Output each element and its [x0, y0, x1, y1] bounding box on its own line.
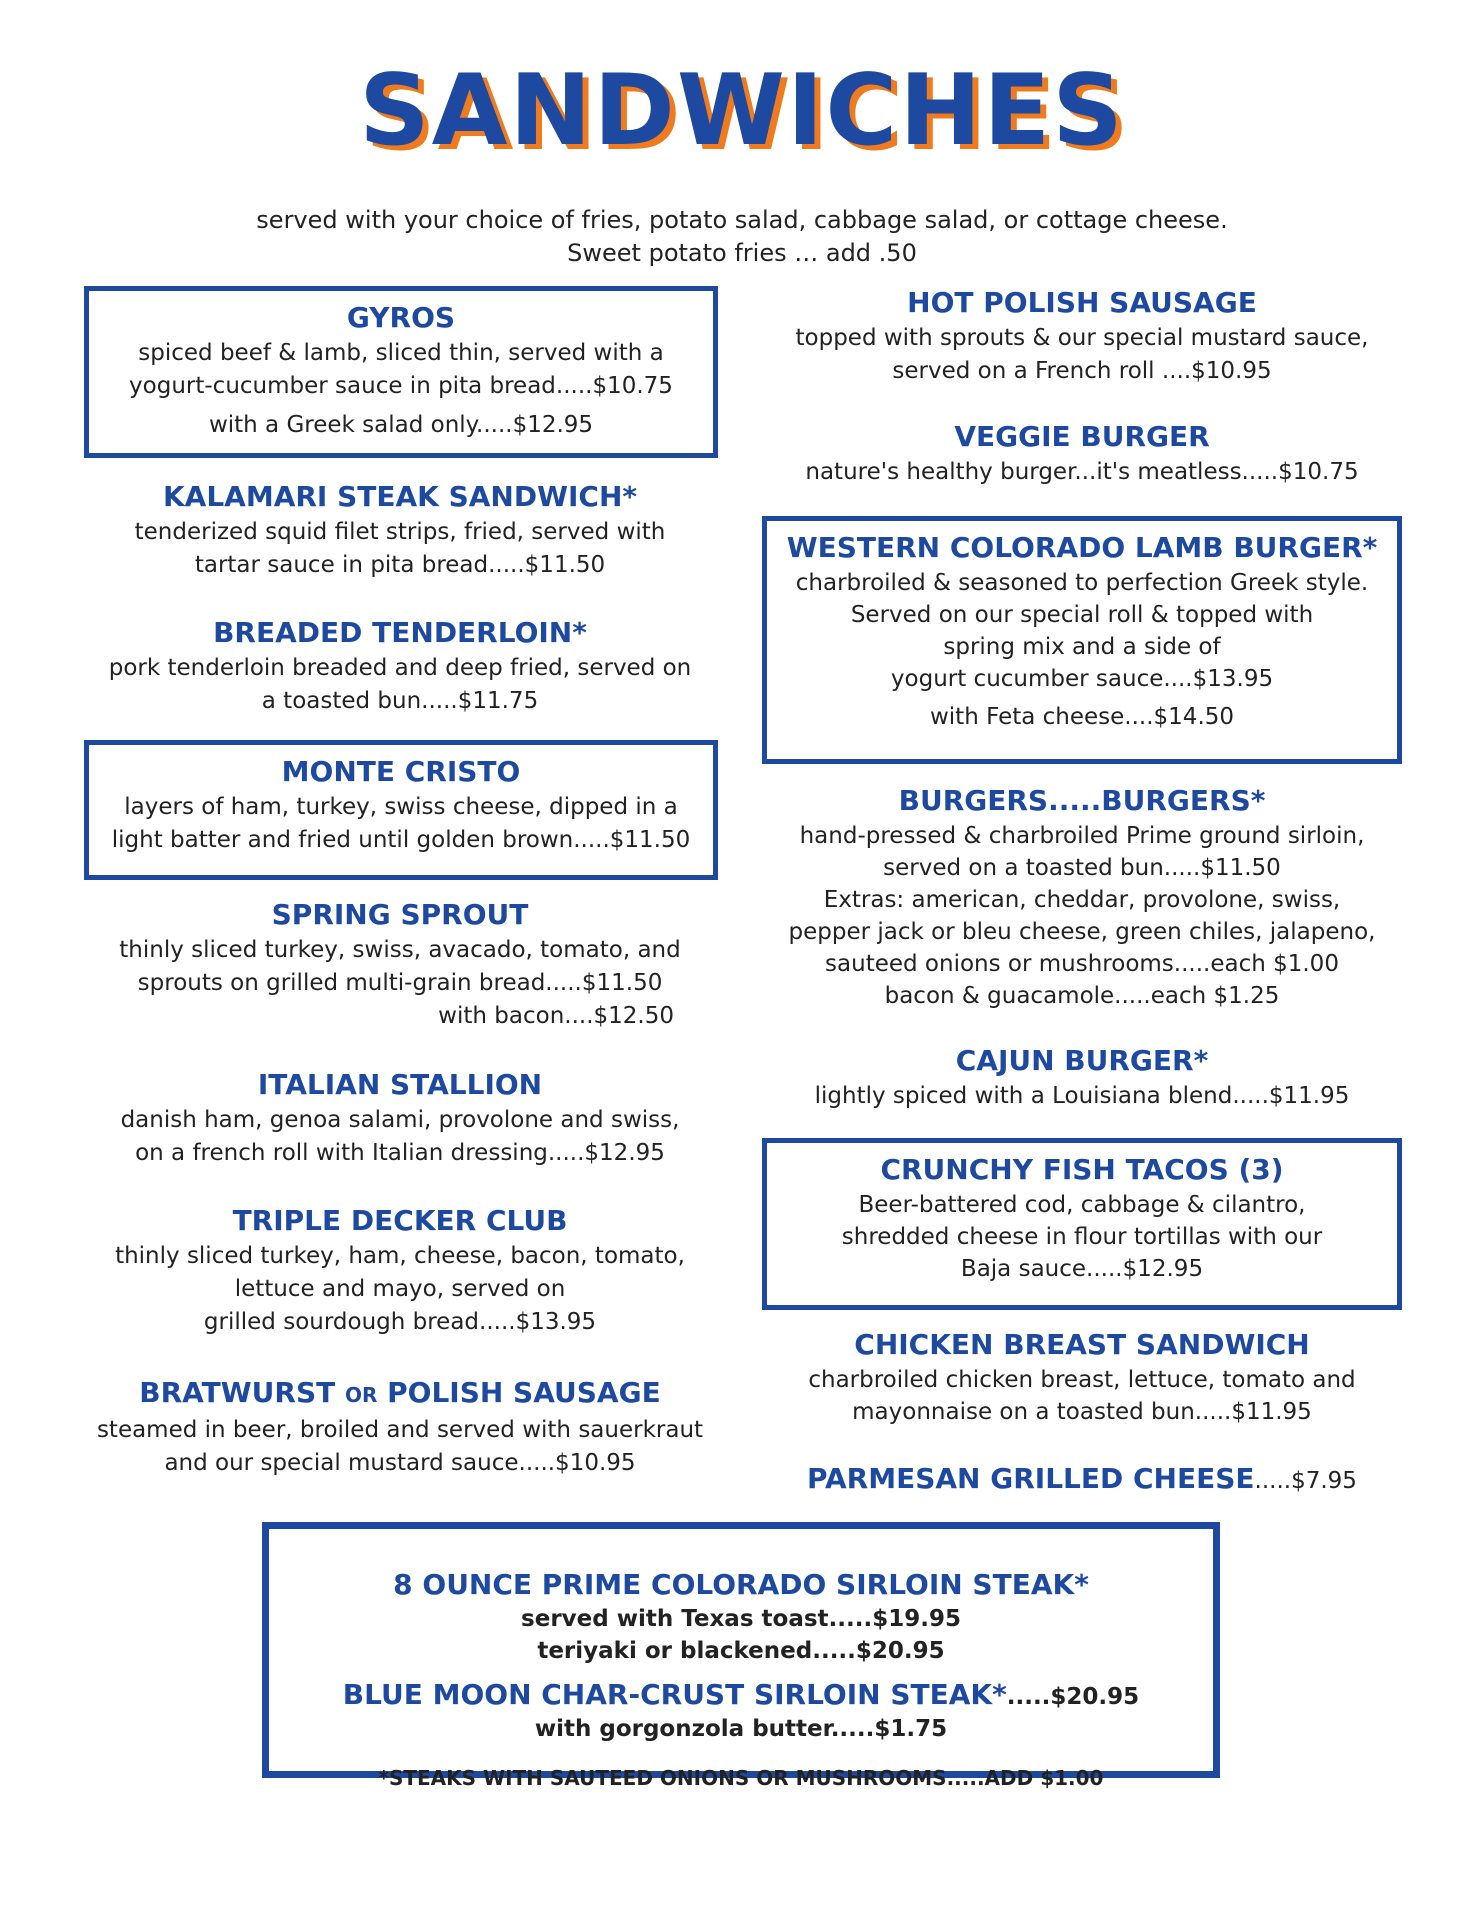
item-extra: with a Greek salad only.....$12.95 [208, 412, 594, 438]
item-name-part: POLISH SAUSAGE [377, 1376, 661, 1409]
item-name: CAJUN BURGER* [955, 1044, 1209, 1077]
item-desc: thinly sliced turkey, swiss, avacado, tomato, and sprouts on grilled multi-grain bread.....$11.50 [119, 937, 681, 996]
menu-item-burgers [762, 782, 1402, 1012]
item-desc: charbroiled & seasoned to perfection Greek style. Served on our special roll & topped with spring mix and a side of yogurt cucumber sauce....$13.95 [795, 570, 1369, 692]
item-name: PARMESAN GRILLED CHEESE [807, 1462, 1255, 1495]
item-name: HOT POLISH SAUSAGE [907, 286, 1257, 319]
item-name: WESTERN COLORADO LAMB BURGER* [786, 531, 1378, 564]
item-extra: with Feta cheese....$14.50 [929, 704, 1235, 730]
item-extra: with bacon....$12.50 [438, 1003, 674, 1029]
item-desc: charbroiled chicken breast, lettuce, tomato and mayonnaise on a toasted bun.....$11.95 [808, 1367, 1356, 1425]
item-name: KALAMARI STEAK SANDWICH* [162, 480, 638, 513]
menu-item-gyros [84, 286, 718, 458]
item-desc: danish ham, genoa salami, provolone and swiss, on a french roll with Italian dressing.....$12.95 [120, 1107, 680, 1166]
menu-item-fish-tacos [762, 1138, 1402, 1310]
steak-sirloin-line2: teriyaki or blackened.....$20.95 [537, 1638, 945, 1664]
item-name: BURGERS.....BURGERS* [898, 784, 1266, 817]
menu-item-triple-decker-club [80, 1202, 720, 1339]
menu-item-monte-cristo [84, 740, 718, 880]
item-name: GYROS [346, 301, 456, 334]
menu-item-italian-stallion [80, 1066, 720, 1170]
item-desc: thinly sliced turkey, ham, cheese, bacon, tomato, lettuce and mayo, served on grilled sourdough bread.....$13.95 [115, 1243, 685, 1335]
menu-item-tenderloin [80, 614, 720, 718]
menu-item-lamb-burger [762, 516, 1402, 764]
menu-item-cajun-burger [762, 1042, 1402, 1113]
steak-bluemoon-name: BLUE MOON CHAR-CRUST SIRLOIN STEAK* [342, 1678, 1007, 1711]
menu-item-parmesan-grilled-cheese [762, 1460, 1402, 1498]
item-name: BREADED TENDERLOIN* [213, 616, 587, 649]
item-name: CHICKEN BREAST SANDWICH [854, 1328, 1310, 1361]
steak-bluemoon-line: with gorgonzola butter.....$1.75 [534, 1716, 948, 1742]
item-name: ITALIAN STALLION [257, 1068, 543, 1101]
item-desc: Beer-battered cod, cabbage & cilantro, shredded cheese in flour tortillas with our Baja sauce.....$12.95 [841, 1192, 1323, 1282]
item-name: CRUNCHY FISH TACOS (3) [880, 1153, 1284, 1186]
item-name: TRIPLE DECKER CLUB [232, 1204, 568, 1237]
steak-sirloin-line1: served with Texas toast.....$19.95 [521, 1606, 961, 1632]
item-name: VEGGIE BURGER [954, 420, 1210, 453]
steak-box [262, 1522, 1220, 1790]
menu-item-kalamari [80, 478, 720, 582]
steak-note: *STEAKS WITH SAUTEED ONIONS OR MUSHROOMS.....ADD $1.00 [378, 1766, 1104, 1790]
item-name [80, 1374, 720, 1414]
menu-item-spring-sprout [80, 896, 720, 1033]
item-name: MONTE CRISTO [281, 755, 521, 788]
item-desc: tenderized squid filet strips, fried, served with tartar sauce in pita bread.....$11.50 [134, 519, 666, 578]
item-name-part: BRATWURST [139, 1376, 345, 1409]
menu-item-bratwurst [80, 1374, 720, 1480]
item-desc: lightly spiced with a Louisiana blend.....$11.95 [814, 1083, 1350, 1109]
item-desc: layers of ham, turkey, swiss cheese, dipped in a light batter and fried until golden brown.....$11.50 [111, 794, 691, 853]
subtitle-sides: served with your choice of fries, potato salad, cabbage salad, or cottage cheese. [256, 206, 1228, 234]
item-price: .....$7.95 [1254, 1468, 1357, 1494]
subtitle-sweet-potato: Sweet potato fries … add .50 [567, 239, 917, 267]
item-desc: topped with sprouts & our special mustard sauce, served on a French roll ....$10.95 [795, 325, 1369, 384]
item-desc: pork tenderloin breaded and deep fried, served on a toasted bun.....$11.75 [108, 655, 692, 714]
subtitle [0, 204, 1484, 270]
item-name: SPRING SPROUT [271, 898, 529, 931]
menu-item-veggie-burger [762, 418, 1402, 489]
page-title: SANDWICHES [359, 54, 1125, 168]
item-desc: steamed in beer, broiled and served with sauerkraut and our special mustard sauce.....$10.95 [96, 1417, 704, 1476]
item-desc: spiced beef & lamb, sliced thin, served with a yogurt-cucumber sauce in pita bread.....$10.75 [129, 340, 673, 399]
item-name-or: OR [344, 1383, 378, 1407]
steak-sirloin-name: 8 OUNCE PRIME COLORADO SIRLOIN STEAK* [393, 1568, 1089, 1601]
item-desc: nature's healthy burger...it's meatless.....$10.75 [805, 459, 1359, 485]
menu-item-hot-polish-sausage [762, 284, 1402, 388]
menu-item-chicken-breast [762, 1326, 1402, 1428]
steak-bluemoon-price: .....$20.95 [1006, 1684, 1140, 1710]
item-desc: hand-pressed & charbroiled Prime ground sirloin, served on a toasted bun.....$11.50 Extras: american, cheddar, provolone, swiss, pepper jack or bleu cheese, green chiles, jalapeno, sauteed onions or mushrooms.....each $1.00 bacon & guacamole.....each $1.25 [788, 823, 1376, 1009]
